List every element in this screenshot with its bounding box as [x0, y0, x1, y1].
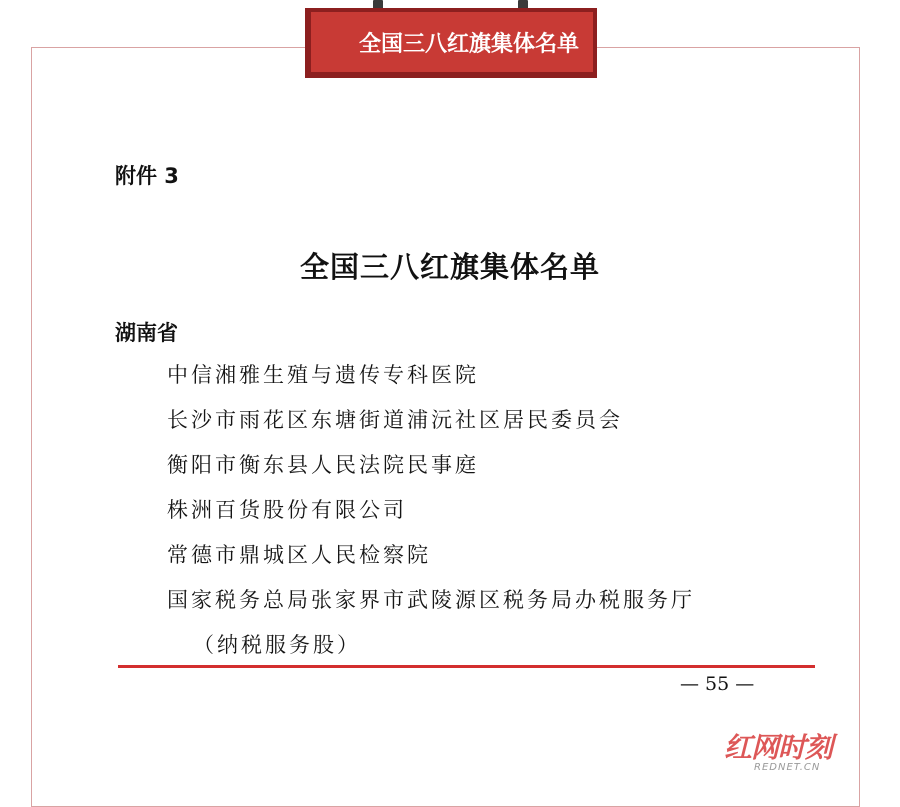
page-number: — 55 —: [680, 673, 755, 695]
province-heading: 湖南省: [115, 321, 178, 345]
collective-list: [167, 358, 695, 673]
watermark-brand: 红网时刻: [724, 731, 833, 764]
document-title: 全国三八红旗集体名单: [299, 250, 600, 284]
list-item: 长沙市雨花区东塘街道浦沅社区居民委员会: [167, 408, 623, 432]
list-item: 株洲百货股份有限公司: [167, 498, 407, 522]
list-item: 国家税务总局张家界市武陵源区税务局办税服务厅: [167, 588, 695, 612]
footer-divider: [118, 665, 815, 668]
list-item: 常德市鼎城区人民检察院: [167, 543, 431, 567]
list-item: 中信湘雅生殖与遗传专科医院: [167, 363, 479, 387]
watermark-logo: [724, 726, 864, 778]
list-item-continuation: （纳税服务股）: [193, 633, 361, 657]
header-tab: [311, 12, 593, 72]
header-tab-title: 全国三八红旗集体名单: [358, 31, 579, 57]
list-item: 衡阳市衡东县人民法院民事庭: [167, 453, 479, 477]
watermark-domain: REDNET.CN: [754, 762, 821, 773]
attachment-label: 附件 3: [115, 164, 179, 188]
